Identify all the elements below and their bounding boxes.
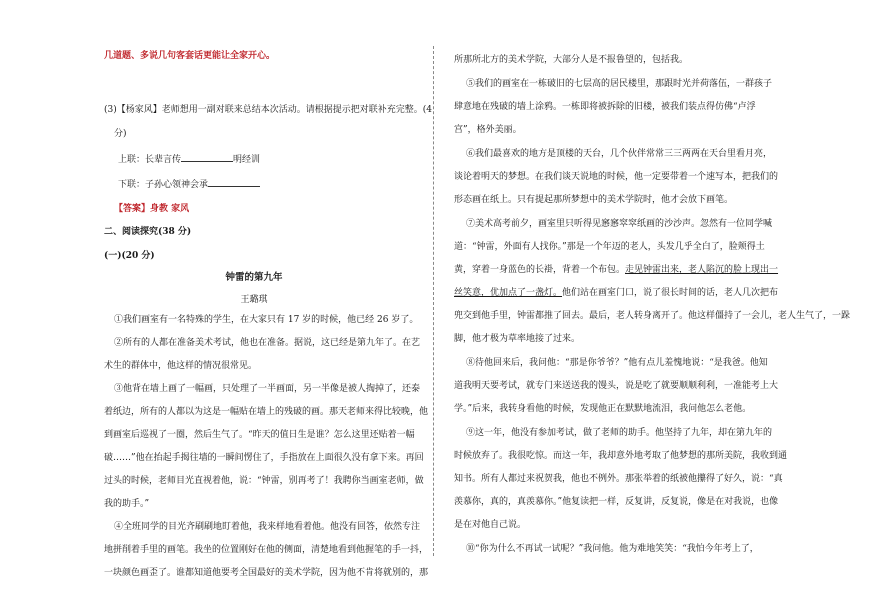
paragraph-7-line3-underlined: 走见钟雷出来，老人陷沉的脸上现出一 bbox=[625, 265, 779, 275]
paragraph-3-line5: 过头的时候，老师目光直视着他，说：“钟雷，别再考了！我聘你当画室老师，做 bbox=[104, 476, 424, 486]
question-3-line1: (3)【杨家风】老师想用一副对联来总结本次活动。请根据提示把对联补充完整。(4 bbox=[104, 105, 432, 115]
paragraph-3-line2: 着纸边，所有的人都以为这是一幅贴在墙上的残破的画。那天老师来得比较晚，他 bbox=[104, 407, 429, 417]
paragraph-4-line1: ④全班同学的目光齐刷刷地盯着他，我来样地看着他。他没有回答，依然专注 bbox=[114, 522, 421, 532]
paragraph-6-line3: 形态画在纸上。只有提起那所梦想中的美术学院时，他才会放下画笔。 bbox=[454, 195, 734, 205]
paragraph-7-line1: ⑦美术高考前夕，画室里只听得见窸窸窣窣纸画的沙沙声。忽然有一位同学喊 bbox=[466, 219, 773, 229]
paragraph-8-line1: ⑧待他回来后，我问他：“那是你爷爷？”他有点儿羞愧地说：“是我爸。他知 bbox=[466, 358, 768, 368]
section-2-1-heading: (一)(20 分) bbox=[104, 251, 155, 261]
paragraph-9-line4: 羡慕你，真的，真羡慕你。”他复读把一样，反复讲，反复说，像是在对我说，也像 bbox=[454, 497, 779, 507]
right-line-1: 所那所北方的美术学院，大部分人是不报鲁望的，包括我。 bbox=[454, 55, 689, 65]
paragraph-7-line3 bbox=[454, 264, 778, 276]
upper-couplet-start: 上联：长辈言传 bbox=[118, 155, 182, 165]
paragraph-7-line6: 脚，他才极为草率地接了过来。 bbox=[454, 334, 581, 344]
paragraph-6-line2: 谈论着明天的梦想。在我们谈天说地的时候，他一定要带着一个速写本，把我们的 bbox=[454, 172, 779, 182]
paragraph-9-line2: 时候放弃了。我很吃惊。而这一年，我却意外地考取了他梦想的那所美院，我收到通 bbox=[454, 451, 788, 461]
upper-couplet-blank bbox=[181, 152, 233, 162]
article-title: 钟雷的第九年 bbox=[225, 272, 283, 283]
paragraph-2-line2: 术生的群体中，他这样的情况很常见。 bbox=[104, 361, 258, 371]
paragraph-3-line3: 到画室后巡视了一圈，然后生气了。“昨天的值日生是谁？怎么这里还贴着一幅 bbox=[104, 430, 415, 440]
paragraph-5-line3: 宫”，格外美丽。 bbox=[454, 125, 522, 135]
answer-label: 【答案】 bbox=[114, 204, 151, 214]
paragraph-8-line3: 学。”后来，我转身看他的时候，发现他正在默默地流泪，我问他怎么老他。 bbox=[454, 404, 752, 414]
upper-couplet bbox=[118, 152, 260, 166]
paragraph-2-line1: ②所有的人都在准备美术考试，他也在准备。据说，这已经是第九年了。在艺 bbox=[114, 338, 421, 348]
answer-line bbox=[114, 203, 189, 215]
lower-couplet-start: 下联：子孙心领神会承 bbox=[118, 180, 209, 190]
column-divider bbox=[433, 46, 434, 556]
paragraph-5-line1: ⑤我们的画室在一栋破旧的七层高的居民楼里，那跟时光并荷落伍，一群孩子 bbox=[466, 79, 773, 89]
paragraph-8-line2: 道我明天要考试，就专门来送送我的馒头，说是吃了就要顺顺利利，一准能考上大 bbox=[454, 381, 779, 391]
paragraph-9-line5: 是在对他自己说。 bbox=[454, 520, 527, 530]
paragraph-7-line5: 兜交到他手里，钟雷都推了回去。最后，老人转身离开了。他这样僵持了一会儿，老人生气了，一跺 bbox=[454, 311, 851, 321]
paragraph-7-line4-b: 他们站在画室门口，说了很长时间的话，老人几次把布 bbox=[562, 288, 779, 298]
paragraph-10-line1: ⑩“你为什么不再试一试呢？”我问他。他为难地笑笑：“我怕今年考上了， bbox=[466, 544, 759, 554]
paragraph-3-line4: 破……”他在抬起手揭往墙的一瞬间愣住了，手指放在上面很久没有拿下来。再回 bbox=[104, 453, 424, 463]
paragraph-5-line2: 肆意地在残破的墙上涂鸦。一栋即将被拆除的旧楼，被我们装点得仿佛“卢浮 bbox=[454, 102, 756, 112]
answer-text: 身教 家风 bbox=[150, 204, 190, 214]
lower-couplet bbox=[118, 177, 260, 191]
intro-line: 几道题、多说几句客套话更能让全家开心。 bbox=[104, 51, 276, 61]
paragraph-3-line6: 我的助手。” bbox=[104, 499, 150, 509]
paragraph-9-line3: 知书。所有人都过来祝贺我，他也不例外。那张举着的纸被他攥得了好久，说：“真 bbox=[454, 474, 783, 484]
paragraph-7-line4 bbox=[454, 287, 778, 299]
paragraph-1: ①我们画室有一名特殊的学生，在大家只有 17 岁的时候，他已经 26 岁了。 bbox=[114, 315, 419, 325]
paragraph-7-line3-a: 黄，穿着一身蓝色的长褂，背着一个布包。 bbox=[454, 265, 626, 275]
paragraph-4-line2: 地拼削着手里的画笔。我坐的位置刚好在他的侧面，清楚地看到他握笔的手一抖， bbox=[104, 545, 429, 555]
paragraph-3-line1: ③他背在墙上画了一幅画，只处理了一半画面，另一半像是被人掏掉了，还泰 bbox=[114, 384, 421, 394]
upper-couplet-end: 明经训 bbox=[233, 155, 261, 165]
section-2-heading: 二、阅读探究(38 分) bbox=[104, 227, 192, 237]
paragraph-7-line2: 道：“钟雷，外面有人找你。”那是一个年迈的老人，头发几乎全白了，脸颊得土 bbox=[454, 242, 765, 252]
paragraph-7-line4-underlined: 丝笑意，优加点了一盏灯。 bbox=[454, 288, 563, 298]
question-3-line2: 分) bbox=[114, 129, 127, 139]
article-author: 王璐琪 bbox=[240, 295, 268, 305]
paragraph-4-line3: 一块颜色画歪了。谁都知道他要考全国最好的美术学院，因为他不肯将就别的，那 bbox=[104, 568, 429, 578]
paragraph-6-line1: ⑥我们最喜欢的地方是顶楼的天台，几个伙伴常常三三两两在天台里看月亮， bbox=[466, 149, 773, 159]
paragraph-9-line1: ⑨这一年，他没有参加考试，做了老师的助手。他坚持了九年，却在第九年的 bbox=[466, 428, 773, 438]
lower-couplet-blank bbox=[208, 177, 260, 187]
